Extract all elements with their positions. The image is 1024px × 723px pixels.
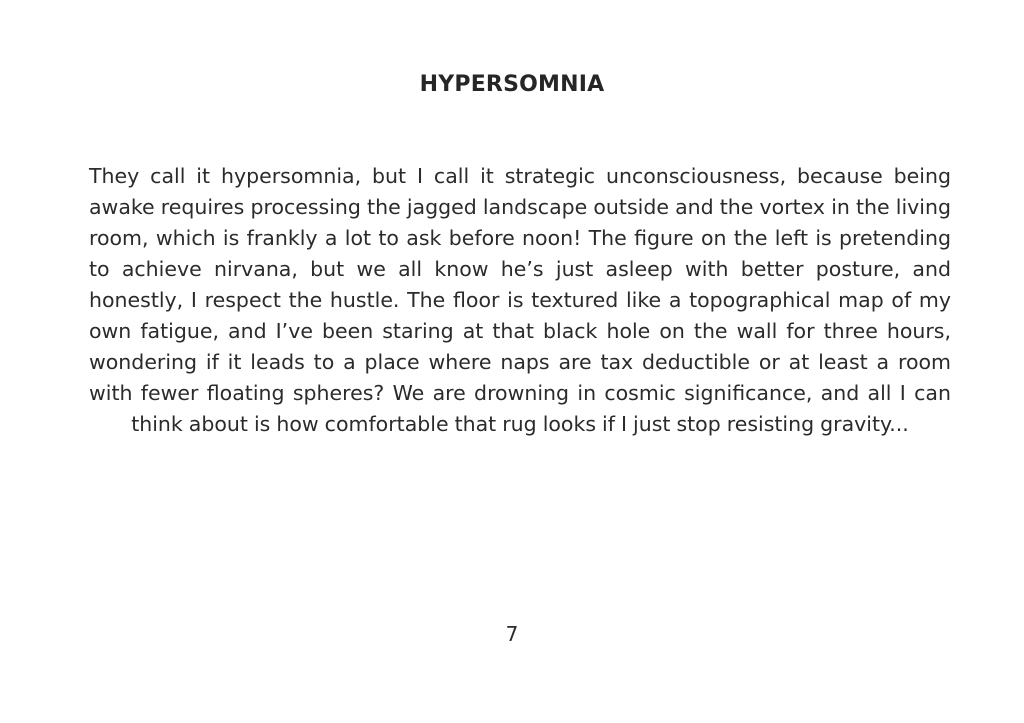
page-title: HYPERSOMNIA [419, 72, 605, 97]
body-paragraph: They call it hypersomnia, but I call it strategic unconsciousness, because being awake requires processing the jagged landscape outside and the vortex in the living room, which is frankly a lot to ask before noon! The figure on the left is pretending to achieve nirvana, but we all know he’s just asleep with better posture, and honestly, I respect the hustle. The floor is textured like a topographical map of my own fatigue, and I’ve been staring at that black hole on the wall for three hours, wondering if it leads to a place where naps are tax deductible or at least a room with fewer floating spheres? We are drowning in cosmic significance, and all I can think about is how comfortable that rug looks if I just stop resisting gravity... [89, 164, 951, 436]
page-number: 7 [505, 622, 519, 646]
